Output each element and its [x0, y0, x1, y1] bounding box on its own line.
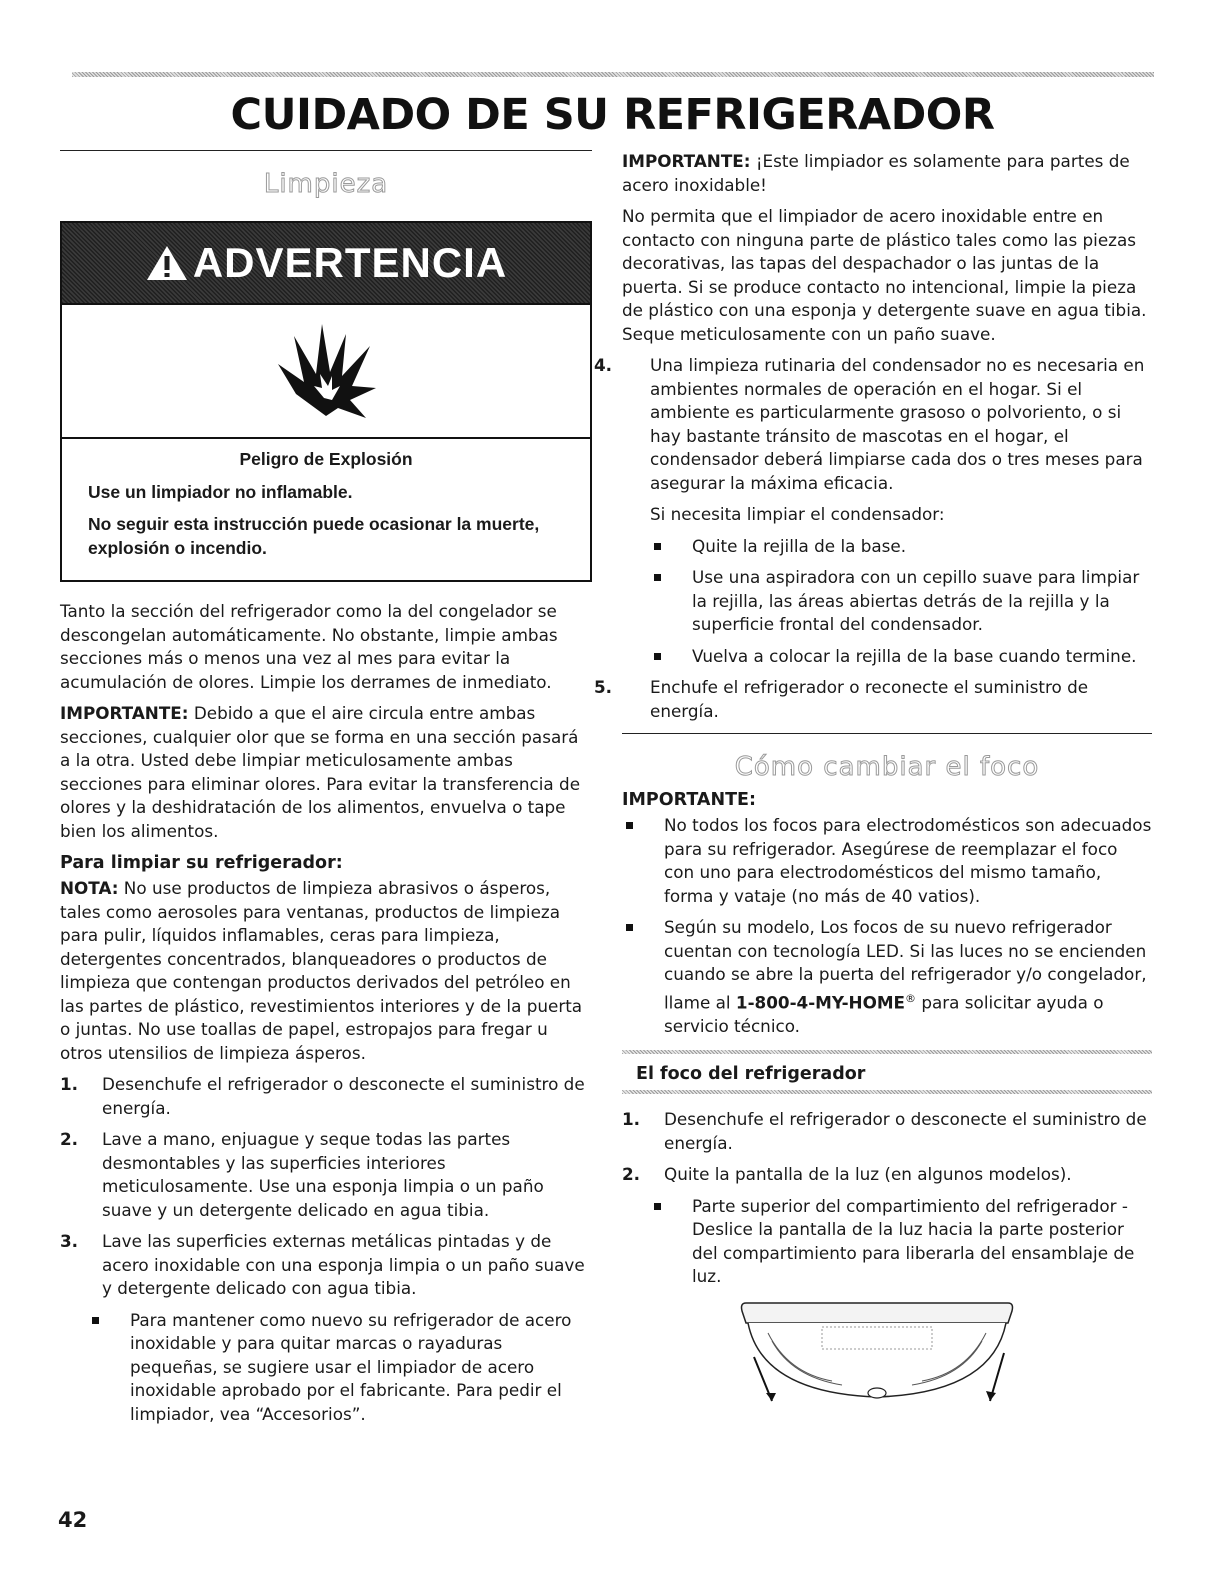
paragraph-defrost: Tanto la sección del refrigerador como la del congelador se descongelan automáticamente. No obstante, limpie ambas secciones más o menos una vez al mes para evitar la acumulación de olores. Limpie los derrames de inmediato. — [60, 601, 558, 692]
warning-hazard: Peligro de Explosión — [239, 449, 413, 469]
step5 — [594, 676, 1152, 723]
list-item: Quite la rejilla de la base. — [650, 535, 1152, 559]
list-item: 2. Quite la pantalla de la luz (en algunos modelos). — [622, 1164, 1072, 1185]
note-text: No use productos de limpieza abrasivos o ásperos, tales como aerosoles para ventanas, productos de limpieza para pulir, líquidos inflamables, ceras para limpieza, detergentes concentrados, blanqueadores o productos de limpieza que contengan productos derivados del petróleo en las partes de plástico, revestimientos interiores y de la puerta o juntas. No use toallas de papel, estropajos para fregar u otros utensilios de limpieza ásperos. — [60, 878, 583, 1063]
section-title-limpieza: Limpieza — [263, 169, 389, 199]
bullet-square-icon — [654, 543, 661, 550]
bulb-bullets — [622, 814, 1152, 1038]
subsection-title: El foco del refrigerador — [636, 1064, 866, 1085]
condenser-sub: Si necesita limpiar el condensador: — [650, 504, 945, 524]
note-label: NOTA: — [60, 878, 119, 898]
page-title: CUIDADO DE SU REFRIGERADOR — [230, 90, 995, 140]
bullet-square-icon — [626, 924, 633, 931]
warning-box — [60, 221, 592, 582]
paragraph-note — [60, 877, 592, 1065]
list-item: Use una aspiradora con un cepillo suave para limpiar la rejilla, las áreas abiertas detrás de la rejilla y la superficie frontal del condensador. — [650, 566, 1152, 637]
important-heading: IMPORTANTE: — [622, 790, 756, 810]
condenser-bullets — [622, 535, 1152, 669]
list-item: 1. Desenchufe el refrigerador o desconecte el suministro de energía. — [622, 1109, 1147, 1153]
warning-banner-label: ADVERTENCIA — [192, 239, 508, 286]
section-title-bulb: Cómo cambiar el foco — [734, 752, 1040, 782]
bullet-square-icon — [92, 1317, 99, 1324]
list-item: 4. Una limpieza rutinaria del condensador no es necesaria en ambientes normales de operación en el hogar. Si el ambiente es particularmente grasoso o polvoriento, o si hay bastante tránsito de mascotas en el hogar, el condensador deberá limpiarse cada dos o tres meses para asegurar la máxima eficacia. — [594, 355, 1145, 493]
condenser-steps — [594, 354, 1152, 495]
bullet-square-icon — [654, 1203, 661, 1210]
page-number: 42 — [58, 1508, 88, 1532]
section-rule — [60, 150, 592, 151]
important-text: Debido a que el aire circula entre ambas secciones, cualquier olor que se forma en una sección pasará a la otra. Usted debe limpiar meticulosamente ambas secciones para eliminar olores. Para evitar la transferencia de olores y la deshidratación de los alimentos, envuelva o tape bien los alimentos. — [60, 703, 581, 841]
phone-number: 1-800-4-MY-HOME — [735, 992, 906, 1013]
subsection-rule-bottom — [622, 1090, 1152, 1094]
list-item: Vuelva a colocar la rejilla de la base cuando termine. — [650, 645, 1152, 669]
top-decorative-rule — [72, 72, 1154, 77]
paragraph-no-plastic: No permita que el limpiador de acero inoxidable entre en contacto con ninguna parte de plástico tales como las piezas decorativas, las tapas del despachador o las juntas de la puerta. Si se produce contacto no intencional, limpie la pieza de plástico con una esponja y detergente suave en agua tibia. Seque meticulosamente con un paño suave. — [622, 206, 1147, 344]
list-item: Según su modelo, Los focos de su nuevo refrigerador cuentan con tecnología LED. Si las luces no se encienden cuando se abre la puerta del refrigerador y/o congelador, llame al 1-800-4-MY-HOME® para solicitar ayuda o servicio técnico. — [622, 916, 1152, 1038]
light-shield-illustration — [732, 1297, 1022, 1409]
right-column — [594, 150, 1152, 1413]
warning-line-2: No seguir esta instrucción puede ocasionar la muerte, explosión o incendio. — [88, 514, 540, 558]
list-item: Para mantener como nuevo su refrigerador de acero inoxidable y para quitar marcas o rayaduras pequeñas, se sugiere usar el limpiador de acero inoxidable aprobado por el fabricante. Para pedir el limpiador, vea “Accesorios”. — [88, 1309, 592, 1427]
list-item: 5. Enchufe el refrigerador o reconecte el suministro de energía. — [594, 677, 1089, 721]
step3-bullets — [60, 1309, 592, 1427]
warning-banner — [62, 223, 590, 305]
bullet-square-icon — [654, 653, 661, 660]
subheading-clean: Para limpiar su refrigerador: — [60, 853, 343, 873]
list-item: Parte superior del compartimiento del refrigerador - Deslice la pantalla de la luz hacia la parte posterior del compartimiento para liberarla del ensamblaje de luz. — [650, 1195, 1152, 1289]
list-item: 3. Lave las superficies externas metálicas pintadas y de acero inoxidable con una esponja limpia o un paño suave y detergente delicado con agua tibia. — [60, 1231, 585, 1298]
explosion-icon — [266, 316, 386, 426]
warning-line-1: Use un limpiador no inflamable. — [88, 482, 353, 502]
important-label: IMPORTANTE: — [60, 703, 189, 723]
cleaning-steps — [60, 1073, 592, 1301]
paragraph-important — [60, 702, 592, 843]
bullet-square-icon — [654, 574, 661, 581]
list-item: No todos los focos para electrodomésticos son adecuados para su refrigerador. Asegúrese de reemplazar el foco con uno para electrodomésticos del mismo tamaño, forma y vataje (no más de 40 vatios). — [622, 814, 1152, 908]
list-item: 2. Lave a mano, enjuague y seque todas las partes desmontables y las superficies interiores meticulosamente. Use una esponja limpia o un paño suave y un detergente delicado en agua tibia. — [60, 1129, 544, 1220]
list-item: 1. Desenchufe el refrigerador o desconecte el suministro de energía. — [60, 1074, 585, 1118]
paragraph-stainless-only: IMPORTANTE: ¡Este limpiador es solamente para partes de acero inoxidable! — [622, 151, 1130, 195]
section-rule — [622, 733, 1152, 734]
bulb-step2-bullets — [622, 1195, 1152, 1289]
bulb-steps — [622, 1108, 1152, 1187]
important-label: IMPORTANTE: — [622, 151, 751, 171]
warning-triangle-icon — [145, 244, 189, 282]
left-column — [60, 150, 592, 1434]
bullet-square-icon — [626, 822, 633, 829]
